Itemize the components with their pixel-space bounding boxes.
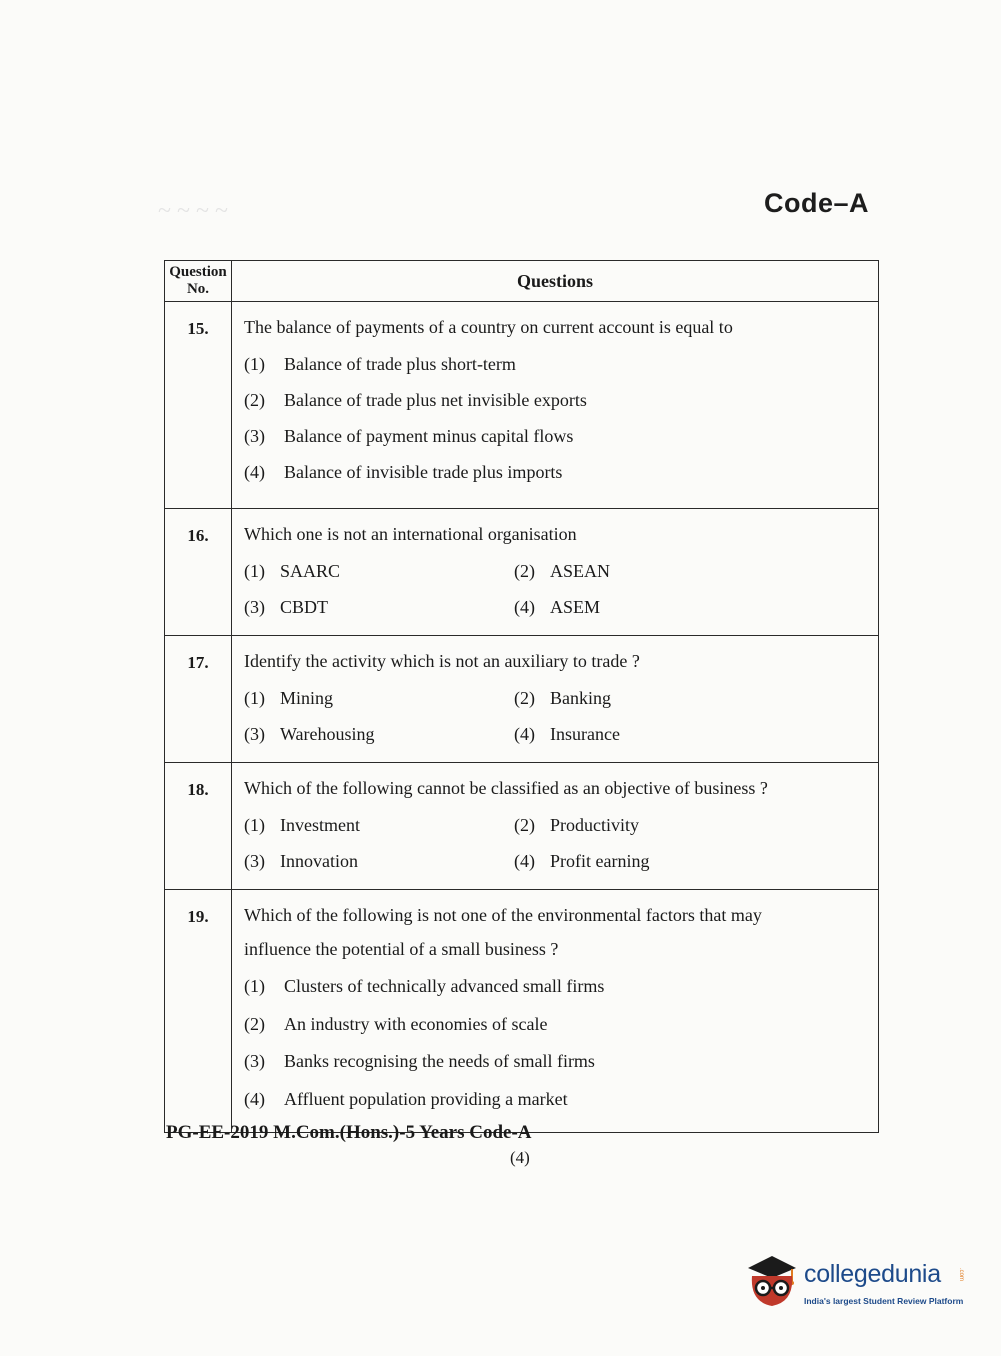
option-3: (3) Balance of payment minus capital flows	[244, 426, 574, 446]
question-number-header: Question No.	[165, 261, 232, 302]
options-grid	[244, 807, 878, 879]
options-grid	[244, 680, 878, 752]
logo-wordmark: collegedunia	[804, 1260, 941, 1288]
page-number: (4)	[510, 1148, 530, 1167]
option-3: (3) Warehousing	[244, 724, 375, 744]
questions-table	[164, 260, 879, 1133]
option-3: (3) CBDT	[244, 597, 329, 617]
option-2: (2) An industry with economies of scale	[244, 1013, 548, 1034]
option-1: (1) Mining	[244, 688, 334, 708]
option-4: (4) Affluent population providing a market	[244, 1088, 568, 1109]
question-number: 16.	[165, 509, 232, 636]
option-2: (2) Balance of trade plus net invisible exports	[244, 390, 587, 410]
question-row-18	[165, 763, 879, 890]
question-body	[232, 890, 879, 1133]
code-header: Code–A	[764, 188, 870, 218]
option-1: (1) Investment	[244, 815, 360, 835]
question-stem-line-1: Which of the following is not one of the environmental factors that may	[244, 905, 762, 925]
table-header-row	[165, 261, 879, 302]
option-2: (2) Productivity	[514, 815, 639, 835]
option-3: (3) Banks recognising the needs of small firms	[244, 1051, 595, 1071]
questions-header: Questions	[232, 261, 879, 302]
logo-tagline: India's largest Student Review Platform	[804, 1296, 964, 1306]
question-stem	[244, 898, 878, 966]
option-2: (2) Banking	[514, 688, 611, 708]
faint-watermark: ~ ~ ~ ~	[158, 198, 228, 224]
option-2: (2) ASEAN	[514, 561, 611, 581]
question-number: 17.	[165, 636, 232, 763]
option-1: (1) SAARC	[244, 561, 341, 581]
question-row-19	[165, 890, 879, 1133]
option-3: (3) Innovation	[244, 851, 358, 871]
option-1: (1) Clusters of technically advanced small firms	[244, 976, 605, 996]
question-number: 15.	[165, 302, 232, 509]
logo-suffix: .com	[958, 1268, 964, 1282]
question-stem: The balance of payments of a country on current account is equal to	[244, 317, 733, 337]
question-stem: Which one is not an international organisation	[244, 524, 577, 544]
option-4: (4) Balance of invisible trade plus imports	[244, 462, 563, 482]
option-4: (4) Insurance	[514, 724, 620, 744]
question-number: 18.	[165, 763, 232, 890]
question-body	[232, 509, 879, 636]
option-4: (4) ASEM	[514, 597, 601, 617]
options-grid	[244, 553, 878, 625]
question-row-16	[165, 509, 879, 636]
question-stem: Which of the following cannot be classified as an objective of business ?	[244, 778, 768, 798]
question-body	[232, 763, 879, 890]
question-row-17	[165, 636, 879, 763]
question-stem-line-2: influence the potential of a small business ?	[244, 939, 559, 959]
question-body	[232, 636, 879, 763]
option-4: (4) Profit earning	[514, 851, 650, 871]
collegedunia-logo	[742, 1250, 972, 1310]
question-row-15	[165, 302, 879, 509]
question-stem: Identify the activity which is not an auxiliary to trade ?	[244, 651, 640, 671]
question-number: 19.	[165, 890, 232, 1133]
option-1: (1) Balance of trade plus short-term	[244, 354, 516, 374]
question-body	[232, 302, 879, 509]
exam-footer: PG-EE-2019 M.Com.(Hons.)-5 Years Code-A	[166, 1122, 532, 1143]
mascot-icon	[742, 1250, 802, 1310]
